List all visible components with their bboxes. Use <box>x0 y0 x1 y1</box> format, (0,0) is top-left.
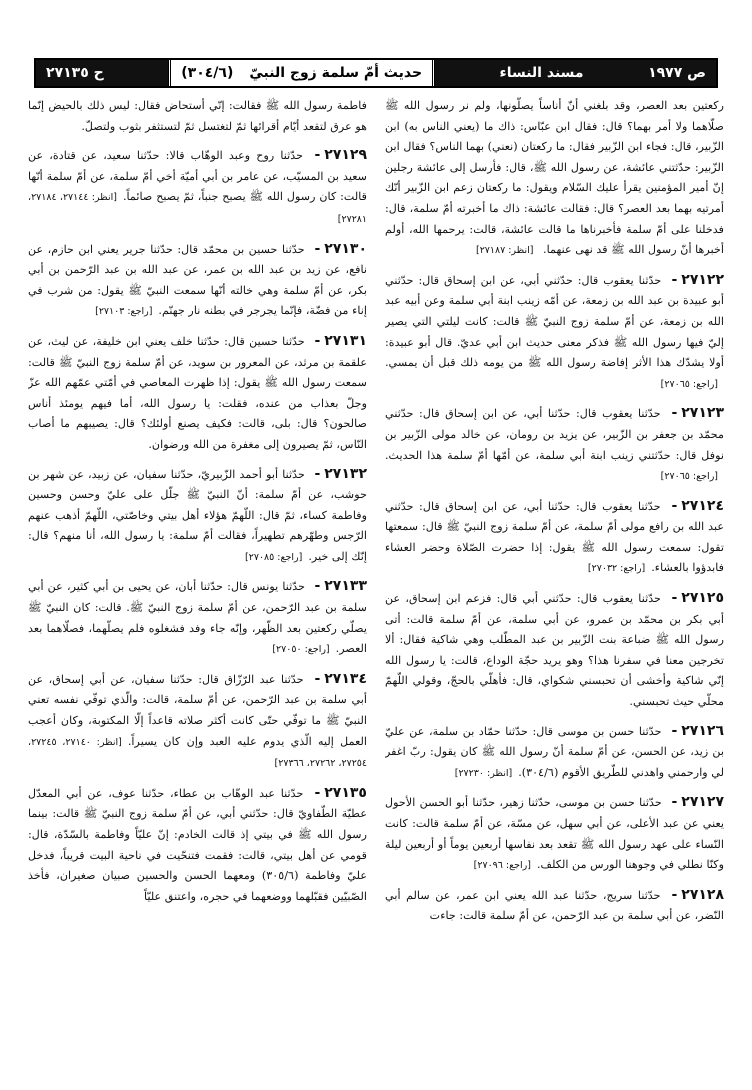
hadith-number: ٢٧١٢٤ <box>681 497 724 514</box>
hadith-text: حدّثنا يعقوب قال: حدّثني أبي، عن ابن إسحاق قال: حدّثني أبو عبيدة بن عبد الله بن زمعة، عن أمّه زينب ابنة أبي سلمة وعن أبيه عبد الله بن زمعة، عن أمّ سلمة زوج النبيّ ﷺ قالت: كانت ليلتي التي يصير إليّ فيها رسول الله ﷺ فذكر معنى حديث ابن أبي عديّ. قال أبو عبيدة: أولا يشدّك هذا الأثر إفاضة رسول الله ﷺ من يومه ذلك قبل أن يمسي. <box>385 273 724 370</box>
cross-reference: [راجع: ٢٧٠٦٥] <box>660 471 718 483</box>
hadith-entry <box>28 576 367 660</box>
hadith-entry <box>385 721 724 785</box>
hadith-paragraph <box>385 721 724 785</box>
hadith-paragraph <box>28 669 367 775</box>
hadith-separator: - <box>308 240 321 257</box>
hadith-paragraph <box>385 496 724 580</box>
hadith-range: ح ٢٧١٣٥ <box>46 65 104 81</box>
continuation-body: ركعتين بعد العصر، وقد بلغني أنّ أناساً يصلّونها، ولم نر رسول الله ﷺ صلّاهما ولا أمر بهما؟ قال: فقال ابن عبّاس: ذاك ما (يعني الناس به) ابن الزّبير، قال: فجاء ابن الزّبير فقال: ما ركعتان (نعني) بهما الناس؟ فقال ابن الزّبير: حدّثتني عائشة، عن رسول الله ﷺ، قال: فأرسل إلى عائشة رجلين إنّ أمير المؤمنين يقرأ عليك السّلام ويقول: ما ركعتان زعم ابن الزّبير أنّك أمرتيه بهما بعد العصر؟ قال: فقالت عائشة: ذاك ما أخبرته أمّ سلمة، قال: فدخلنا على أمّ سلمة فأخبرناها ما قالت عائشة، قالت: يرحمها الله، أولم أخبرها أنّ رسول الله ﷺ قد نهى عنهما. <box>385 99 724 257</box>
cross-reference: [راجع: ٢٧٠٦٥] <box>660 378 718 390</box>
hadith-separator: - <box>307 147 321 164</box>
hadith-text: حدّثنا عبد الرّزّاق قال: حدّثنا سفيان، عن أبي إسحاق، عن أبي سلمة بن عبد الرّحمن، عن أمّ سلمة، قالت: والّذي توفّي نفسه تعني النبيّ ﷺ ما توفّي حتّى كانت أكثر صلاته قاعداً إلّا المكتوبة، وكان أعجب العمل إليه الّذي يدوم عليه العبد وإن كان يسيراً. <box>28 672 367 748</box>
hadith-text: حدّثنا حسن بن موسى، حدّثنا زهير، حدّثنا أبو الحسن الأحول يعني عن عبد الأعلى، عن أبي سهل، عن مسّة، عن أمّ سلمة قالت: كانت النّساء على عهد رسول الله ﷺ تقعد بعد نفاسها أربعين يوماً أو أربعين ليلة وكنّا نطلي في وجوهنا الورس من الكلف. <box>385 796 724 872</box>
hadith-number: ٢٧١٢٦ <box>681 722 724 739</box>
hadith-text: حدّثنا يعقوب قال: حدّثنا أبي، عن ابن إسحاق قال: حدّثني محمّد بن جعفر بن الزّبير، عن يزيد بن رومان، عن خالد مولى الزّبير بن نوفل قال: حدّثتني زينب ابنة أبي سلمة، عن أمّها أمّ سلمة هذا الحديث. <box>385 407 724 462</box>
continuation-body: فاطمة رسول الله ﷺ فقالت: إنّي أستحاض فقال: ليس ذلك بالحيض إنّما هو عرق لتقعد أيّام أقرائها ثمّ لتغتسل ثمّ لتستثفر بثوب ولتصلّ. <box>28 99 367 133</box>
cross-reference: [راجع: ٢٧٠٣٢] <box>587 563 646 575</box>
hadith-entry <box>385 403 724 487</box>
book-title: مسند النساء <box>499 65 584 81</box>
right-column <box>385 96 724 1076</box>
hadith-entry <box>28 464 367 569</box>
hadith-entry <box>28 239 367 323</box>
hadith-separator: - <box>307 670 321 687</box>
text-columns <box>28 96 724 1076</box>
hadith-entry <box>385 270 724 396</box>
hadith-entry <box>28 669 367 775</box>
hadith-entry <box>28 783 367 908</box>
hadith-number: ٢٧١٣٤ <box>324 670 367 687</box>
cross-reference: [انظر: ٢٧١٤٠، ٢٧٢٤٥، ٢٧٢٥٤، ٢٧٢٦٢، ٢٧٣٦٦] <box>28 736 367 770</box>
section-title-box <box>168 60 435 86</box>
hadith-entry <box>385 792 724 876</box>
hadith-text: حدّثنا أبو أحمد الزّبيريّ، حدّثنا سفيان، عن زبيد، عن شهر بن حوشب، عن أمّ سلمة: أنّ النبيّ ﷺ جلّل على عليّ وحسن وحسين وفاطمة كساء، ثمّ قال: اللّهمّ هؤلاء أهل بيتي وخاصّتي، اللّهمّ أذهب عنهم الرّجس وطهّرهم تطهيراً، فقالت أمّ سلمة: يا رسول الله، أنا منهم؟ قال: إنّك إلى خير. <box>28 467 367 563</box>
hadith-paragraph <box>28 239 367 323</box>
hadith-separator: - <box>664 497 678 514</box>
hadith-entry <box>385 496 724 580</box>
hadith-paragraph <box>28 331 367 456</box>
hadith-separator: - <box>665 271 678 288</box>
hadith-paragraph <box>385 270 724 396</box>
hadith-separator: - <box>664 590 678 607</box>
hadith-separator: - <box>665 794 678 811</box>
hadith-paragraph <box>385 588 724 713</box>
hadith-entry <box>385 588 724 713</box>
cross-reference: [انظر: ٢٧١٤٤، ٢٧١٨٤، ٢٧٢٨١] <box>28 192 367 225</box>
hadith-text: حدّثنا روح وعبد الوهّاب قالا: حدّثنا سعيد، عن قتادة، عن سعيد بن المسيّب، عن عامر بن أبي أميّة أخي أمّ سلمة، عن أمّ سلمة أنّها قالت: كان رسول الله ﷺ يصبح جنباً، ثمّ يصبح صائماً. <box>28 149 367 204</box>
hadith-number: ٢٧١٢٥ <box>681 590 724 607</box>
hadith-text: حدّثنا حسن بن موسى قال: حدّثنا حمّاد بن سلمة، عن عليّ بن زيد، عن الحسن، عن أمّ سلمة أنّ رسول الله ﷺ كان يقول: ربّ اغفر لي وارحمني واهدني للطّريق الأقوم (٣٠٤/٦). <box>385 724 724 779</box>
hadith-number: ٢٧١٢٧ <box>681 794 724 811</box>
hadith-text: حدّثنا سريج، حدّثنا عبد الله يعني ابن عمر، عن سالم أبي النّضر، عن أبي سلمة بن عبد الرّحمن، عن أمّ سلمة قالت: جاءت <box>385 888 724 923</box>
hadith-text: حدّثنا يعقوب قال: حدّثني أبي قال: فزعم ابن إسحاق، عن أبي بكر بن محمّد بن عمرو، عن أبي سلمة، عن أمّ سلمة قالت: أتى رسول الله ﷺ ضباعة بنت الزّبير بن عبد المطّلب وهي شاكية فقال: ألا تخرجين معنا في سفرنا هذا؟ وهو يريد حجّة الوداع، قالت: يا رسول الله إنّي شاكية وأخشى أن تحبسني شكواي، قال: فأهلّي بالحجّ، وقولي اللّهمّ محلّي حيث تحبسني. <box>385 592 724 709</box>
hadith-paragraph <box>385 885 724 927</box>
hadith-number: ٢٧١٣١ <box>324 332 367 349</box>
hadith-separator: - <box>307 784 321 801</box>
hadith-paragraph <box>28 783 367 908</box>
cross-reference: [راجع: ٢٧٠٩٦] <box>473 860 531 872</box>
hadith-paragraph <box>28 464 367 569</box>
hadith-text: حدّثنا يعقوب قال: حدّثنا أبي، عن ابن إسحاق قال: حدّثني عبد الله بن رافع مولى أمّ سلمة، عن أمّ سلمة زوج النبيّ ﷺ قال: سمعتها تقول: سمعت رسول الله ﷺ يقول: إذا حضرت الصّلاة وحضر العشاء فابدؤوا بالعشاء. <box>385 499 724 575</box>
hadith-separator: - <box>309 578 321 595</box>
hadith-number: ٢٧١٣٥ <box>324 784 367 801</box>
hadith-entry <box>28 331 367 456</box>
hadith-number: ٢٧١٣٣ <box>324 578 367 595</box>
page-number: ص ١٩٧٧ <box>648 65 706 81</box>
cross-reference: [راجع: ٢٧٠٨٥] <box>245 551 303 563</box>
left-column <box>28 96 367 1076</box>
hadith-number: ٢٧١٣٢ <box>324 465 367 482</box>
cross-reference: [راجع: ٢٧١٠٣] <box>95 306 153 318</box>
hadith-paragraph <box>385 403 724 487</box>
hadith-entry <box>28 145 367 230</box>
hadith-number: ٢٧١٢٨ <box>681 886 724 903</box>
hadith-separator: - <box>664 405 678 422</box>
hadith-text: حدّثنا حسين بن محمّد قال: حدّثنا جرير يعني ابن حازم، عن نافع، عن زيد بن عبد الله بن عمر، عن عبد الله بن عبد الرّحمن بن أبي بكر، عن أمّ سلمة وهي خالته أنّها سمعت النبيّ ﷺ يقول: من شرب في إناء من فضّة، فإنّما يجرجر في بطنه نار جهنّم. <box>28 242 367 318</box>
continuation-text <box>28 96 367 137</box>
hadith-text: حدّثنا عبد الوهّاب بن عطاء، حدّثنا عوف، عن أبي المعدّل عطيّة الطّفاويّ قال: حدّثني أبي، عن أمّ سلمة زوج النبيّ ﷺ قالت: بينما رسول الله ﷺ في بيتي إذ قالت الخادم: إنّ عليّاً وفاطمة بالسّدّة، قال: قومي عن أهل بيتي، قالت: فقمت فتنحّيت في ناحية البيت قريباً، فدخل عليّ وفاطمة (٣٠٥/٦) ومعهما الحسن والحسين صبيان صغيران، فأخذ الصّبيّين فقبّلهما ووضعهما في حجره، واعتنق عليّاً <box>28 786 367 903</box>
page-header <box>34 58 718 88</box>
hadith-number: ٢٧١٢٩ <box>324 147 367 164</box>
hadith-number: ٢٧١٣٠ <box>324 240 367 257</box>
hadith-paragraph <box>385 792 724 876</box>
hadith-entry <box>385 885 724 927</box>
continuation-text <box>385 96 724 262</box>
hadith-number: ٢٧١٢٢ <box>681 271 724 288</box>
hadith-separator: - <box>665 722 678 739</box>
hadith-separator: - <box>308 332 321 349</box>
cross-reference: [راجع: ٢٧٠٥٠] <box>272 644 330 656</box>
hadith-text: حدّثنا حسين قال: حدّثنا خلف يعني ابن خليفة، عن ليث، عن علقمة بن مرثد، عن المعرور بن سويد، عن أمّ سلمة زوج النبيّ ﷺ قالت: سمعت رسول الله ﷺ يقول: إذا ظهرت المعاصي في أمّتي عمّهم الله عزّ وجلّ بعذاب من عنده، فقلت: يا رسول الله، أما فيهم يومئذ أناس صالحون؟ قال: بلى، قالت: فكيف يصنع أولئك؟ قال: يصيبهم ما أصاب النّاس، ثمّ يصيرون إلى مغفرة من الله ورضوان. <box>28 334 367 451</box>
hadith-paragraph <box>28 145 367 230</box>
cross-reference: [انظر: ٢٧١٨٧] <box>475 245 534 257</box>
hadith-text: حدّثنا يونس قال: حدّثنا أبان، عن يحيى بن أبي كثير، عن أبي سلمة بن عبد الرّحمن، عن أمّ سلمة زوج النبيّ ﷺ. قالت: كان النبيّ ﷺ يصلّي ركعتين بعد الظّهر، وإنّه جاء وفد فشغلوه فلم يصلّهما، فصلّاهما بعد العصر. <box>28 580 367 656</box>
hadith-separator: - <box>664 886 678 903</box>
hadith-number: ٢٧١٢٣ <box>681 405 724 422</box>
section-title: حديث أمّ سلمة زوج النبيّ <box>249 65 423 81</box>
hadith-separator: - <box>308 465 321 482</box>
cross-reference: [انظر: ٢٧٢٣٠] <box>454 767 513 779</box>
hadith-paragraph <box>28 576 367 660</box>
volume-reference: (٣٠٤/٦) <box>181 65 234 81</box>
